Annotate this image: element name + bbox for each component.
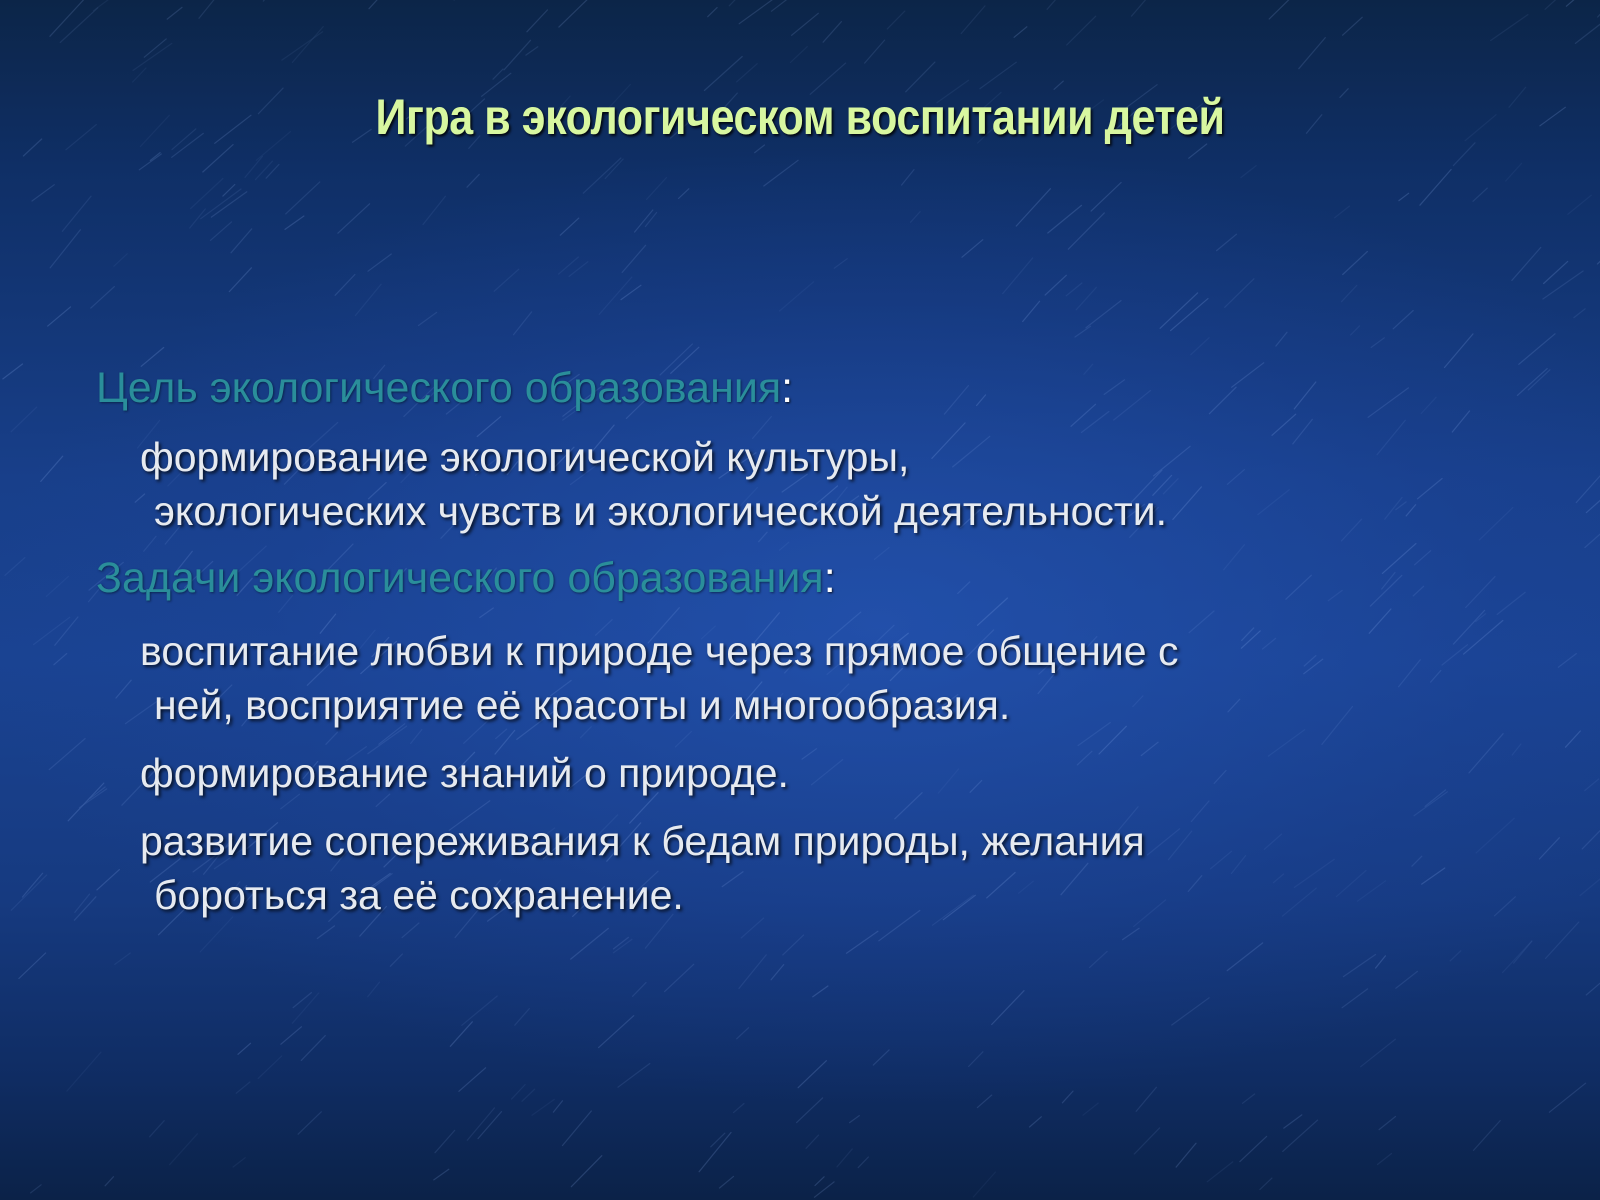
texture-streak [1086, 301, 1121, 328]
texture-streak [780, 282, 814, 311]
texture-streak [1240, 1136, 1267, 1161]
texture-streak [338, 204, 370, 233]
texture-streak [67, 1052, 101, 1091]
texture-streak [301, 1036, 325, 1061]
texture-streak [1171, 299, 1208, 331]
texture-streak [980, 62, 1016, 88]
texture-streak [1585, 779, 1599, 791]
texture-streak [1474, 1121, 1501, 1151]
texture-streak [621, 285, 641, 299]
texture-streak [1342, 989, 1368, 1008]
texture-streak [1558, 654, 1576, 668]
texture-streak [902, 170, 914, 185]
task-item-3-line-1: развитие сопереживания к бедам природы, желания [140, 818, 1145, 864]
texture-streak [1343, 955, 1375, 977]
texture-streak [1269, 0, 1300, 19]
texture-streak [515, 1009, 530, 1026]
texture-streak [1509, 87, 1526, 107]
texture-streak [31, 1185, 41, 1193]
texture-streak [1048, 205, 1082, 233]
texture-streak [62, 196, 91, 231]
texture-streak [679, 189, 689, 199]
texture-streak [708, 8, 717, 17]
texture-streak [711, 1133, 725, 1147]
texture-streak [739, 0, 776, 24]
texture-streak [1067, 16, 1096, 45]
texture-streak [969, 1052, 983, 1067]
texture-streak [1361, 1039, 1396, 1067]
texture-streak [211, 192, 246, 217]
texture-streak [977, 1095, 991, 1108]
texture-streak [815, 1182, 835, 1197]
task-item-1-line-2: ней, восприятие её красоты и многообразия. [154, 682, 1011, 728]
texture-streak [229, 268, 251, 292]
texture-streak [231, 229, 252, 253]
texture-streak [317, 926, 334, 939]
texture-streak [1014, 27, 1027, 38]
texture-streak [834, 259, 847, 269]
texture-streak [599, 1016, 634, 1048]
texture-streak [1134, 1128, 1159, 1154]
texture-streak [170, 1134, 198, 1165]
texture-streak [368, 982, 380, 997]
texture-streak [1075, 326, 1091, 337]
texture-streak [493, 69, 503, 79]
texture-streak [1132, 0, 1146, 16]
task-item-3 [140, 814, 1536, 922]
texture-streak [1376, 956, 1386, 968]
texture-streak [559, 0, 595, 27]
texture-streak [645, 213, 656, 227]
texture-streak [1189, 144, 1207, 158]
texture-streak [1123, 928, 1140, 939]
texture-streak [514, 312, 532, 335]
texture-streak [1379, 1117, 1395, 1130]
texture-streak [54, 654, 67, 665]
texture-streak [1574, 309, 1585, 318]
texture-streak [390, 954, 402, 966]
texture-streak [11, 407, 37, 432]
texture-streak [1546, 922, 1579, 958]
texture-streak [911, 212, 921, 223]
texture-streak [1576, 470, 1600, 503]
texture-streak [1225, 279, 1254, 308]
texture-streak [837, 1149, 852, 1167]
texture-streak [772, 0, 787, 11]
texture-streak [199, 0, 226, 18]
texture-streak [46, 576, 68, 596]
texture-streak [1003, 258, 1033, 294]
texture-streak [1243, 1094, 1255, 1103]
goal-text-line-2: экологических чувств и экологической деятельности. [154, 488, 1167, 534]
texture-streak [3, 364, 23, 379]
slide-content [96, 360, 1536, 922]
texture-streak [1582, 821, 1600, 849]
texture-streak [255, 161, 272, 180]
texture-streak [1568, 195, 1592, 214]
task-item-1 [140, 624, 1536, 732]
texture-streak [1506, 163, 1522, 181]
texture-streak [190, 209, 206, 228]
texture-streak [286, 182, 320, 214]
texture-streak [783, 935, 804, 955]
texture-streak [583, 158, 621, 193]
texture-streak [292, 27, 323, 63]
texture-streak [200, 917, 233, 952]
texture-streak [19, 953, 46, 979]
texture-streak [1343, 17, 1363, 35]
texture-streak [462, 996, 497, 1025]
texture-streak [1217, 234, 1237, 250]
texture-streak [847, 931, 878, 953]
texture-streak [734, 1104, 745, 1113]
texture-streak [1420, 170, 1451, 206]
texture-streak [1566, 731, 1581, 747]
texture-streak [50, 230, 80, 268]
texture-streak [571, 1156, 602, 1187]
texture-streak [961, 6, 985, 34]
texture-streak [435, 1130, 455, 1152]
texture-streak [1016, 189, 1050, 226]
texture-streak [1539, 838, 1559, 859]
texture-streak [115, 953, 131, 964]
texture-streak [887, 11, 905, 29]
texture-streak [633, 983, 646, 997]
texture-streak [133, 68, 146, 82]
texture-streak [1241, 166, 1256, 178]
texture-streak [1540, 107, 1565, 126]
goal-heading [96, 360, 1536, 416]
texture-streak [815, 1177, 824, 1186]
texture-streak [105, 1177, 113, 1186]
texture-streak [91, 287, 115, 309]
texture-streak [704, 57, 742, 91]
texture-streak [48, 307, 71, 326]
texture-streak [790, 47, 807, 63]
texture-streak [335, 275, 355, 296]
texture-streak [962, 240, 983, 258]
texture-streak [797, 1098, 823, 1123]
texture-streak [355, 284, 381, 315]
texture-streak [699, 1133, 731, 1172]
texture-streak [737, 1028, 749, 1039]
texture-streak [263, 0, 287, 1]
texture-streak [992, 991, 1024, 1025]
texture-streak [1191, 338, 1209, 355]
texture-streak [150, 1121, 165, 1137]
texture-streak [203, 145, 233, 172]
task-item-1-line-1: воспитание любви к природе через прямое общение с [140, 628, 1179, 674]
texture-streak [553, 1101, 562, 1112]
texture-streak [1549, 1083, 1585, 1112]
task-item-3-line-2: бороться за её сохранение. [154, 872, 684, 918]
texture-streak [49, 739, 85, 770]
texture-streak [1543, 271, 1583, 299]
texture-streak [1503, 941, 1532, 973]
texture-streak [23, 873, 43, 897]
goal-text-line-1: формирование экологической культуры, [140, 434, 910, 480]
texture-streak [236, 1082, 250, 1093]
texture-streak [419, 312, 437, 325]
goal-heading-colon: : [781, 364, 794, 412]
texture-streak [167, 7, 182, 19]
texture-streak [1083, 1103, 1098, 1115]
texture-streak [233, 1158, 245, 1167]
texture-streak [571, 928, 609, 959]
texture-streak [281, 1027, 302, 1044]
texture-streak [1062, 1091, 1073, 1103]
texture-streak [5, 558, 25, 576]
tasks-heading [96, 550, 1536, 606]
texture-streak [93, 0, 128, 11]
texture-streak [1091, 183, 1121, 212]
texture-streak [1136, 1087, 1156, 1111]
texture-streak [467, 174, 479, 187]
texture-streak [1580, 865, 1600, 896]
texture-streak [1544, 261, 1568, 283]
texture-streak [850, 1116, 860, 1123]
texture-streak [368, 254, 391, 271]
tasks-heading-colon: : [823, 554, 836, 602]
texture-streak [1545, 0, 1566, 9]
texture-streak [605, 159, 623, 178]
texture-streak [50, 0, 84, 36]
texture-streak [1342, 285, 1357, 301]
texture-streak [402, 923, 419, 938]
texture-streak [532, 1099, 554, 1115]
texture-streak [139, 154, 161, 170]
texture-streak [798, 1061, 826, 1088]
texture-streak [526, 47, 538, 55]
texture-streak [55, 617, 78, 645]
texture-streak [32, 185, 54, 201]
tasks-heading-text: Задачи экологического образования [96, 554, 824, 602]
texture-streak [1023, 301, 1040, 321]
texture-streak [739, 955, 766, 989]
texture-streak [873, 1050, 889, 1065]
texture-streak [114, 254, 127, 266]
texture-streak [569, 262, 588, 277]
task-item-2 [140, 746, 1536, 800]
texture-streak [618, 1064, 650, 1088]
texture-streak [1299, 38, 1326, 69]
texture-streak [1066, 283, 1082, 296]
texture-streak [1351, 326, 1360, 335]
texture-streak [1284, 1115, 1302, 1128]
texture-streak [1172, 998, 1209, 1025]
texture-streak [527, 10, 548, 32]
texture-streak [823, 22, 841, 43]
texture-streak [522, 1089, 535, 1101]
texture-streak [34, 617, 70, 644]
texture-streak [60, 8, 98, 43]
texture-streak [75, 894, 90, 912]
texture-streak [478, 1112, 502, 1139]
texture-streak [133, 43, 172, 70]
texture-streak [238, 1043, 251, 1054]
texture-streak [720, 1176, 734, 1188]
texture-streak [369, 0, 394, 9]
texture-streak [1335, 206, 1350, 218]
texture-streak [1176, 1143, 1196, 1167]
texture-streak [622, 245, 645, 272]
texture-streak [1276, 332, 1287, 346]
texture-streak [771, 965, 784, 980]
texture-streak [792, 13, 819, 35]
texture-streak [1045, 275, 1066, 295]
texture-streak [210, 222, 231, 241]
texture-streak [191, 179, 223, 209]
texture-streak [1068, 213, 1104, 249]
texture-streak [11, 875, 46, 910]
texture-streak [1586, 976, 1600, 995]
texture-streak [806, 1135, 818, 1148]
texture-streak [1393, 311, 1413, 329]
texture-streak [1396, 971, 1418, 988]
task-item-2-line-1: формирование знаний о природе. [140, 750, 789, 796]
texture-streak [1575, 13, 1600, 44]
texture-streak [865, 40, 885, 63]
texture-streak [1090, 951, 1108, 967]
texture-streak [647, 178, 667, 200]
texture-streak [41, 456, 63, 481]
texture-streak [563, 1111, 592, 1146]
texture-streak [1227, 943, 1263, 971]
texture-streak [434, 1169, 449, 1180]
texture-streak [298, 1112, 321, 1134]
texture-streak [1076, 287, 1096, 310]
texture-streak [764, 160, 798, 186]
texture-streak [665, 964, 694, 991]
texture-streak [1399, 193, 1409, 200]
texture-streak [813, 986, 828, 997]
texture-streak [1473, 188, 1487, 201]
texture-streak [973, 1172, 995, 1197]
texture-streak [1512, 248, 1541, 281]
texture-streak [560, 218, 579, 235]
goal-heading-text: Цель экологического образования [96, 364, 782, 412]
texture-streak [1453, 143, 1475, 166]
texture-streak [755, 145, 765, 153]
texture-streak [737, 64, 758, 82]
texture-streak [1378, 1154, 1392, 1165]
texture-streak [1260, 1178, 1272, 1189]
texture-streak [285, 216, 304, 229]
texture-streak [1566, 0, 1578, 6]
goal-text [140, 430, 1536, 538]
texture-streak [1371, 338, 1384, 348]
texture-streak [1585, 517, 1600, 548]
texture-streak [494, 269, 519, 291]
texture-streak [258, 1056, 282, 1078]
texture-streak [282, 32, 323, 60]
texture-streak [423, 196, 445, 224]
texture-streak [512, 1085, 525, 1099]
texture-streak [729, 0, 751, 6]
texture-streak [23, 139, 41, 156]
texture-streak [1450, 951, 1461, 961]
texture-streak [1343, 252, 1368, 275]
slide-title: Игра в экологическом воспитании детей [375, 89, 1225, 145]
texture-streak [1030, 1117, 1042, 1127]
texture-streak [66, 125, 96, 150]
texture-streak [1047, 0, 1055, 9]
texture-streak [1491, 15, 1528, 41]
texture-streak [1207, 1162, 1233, 1182]
texture-streak [858, 1157, 868, 1168]
texture-streak [459, 1068, 486, 1092]
